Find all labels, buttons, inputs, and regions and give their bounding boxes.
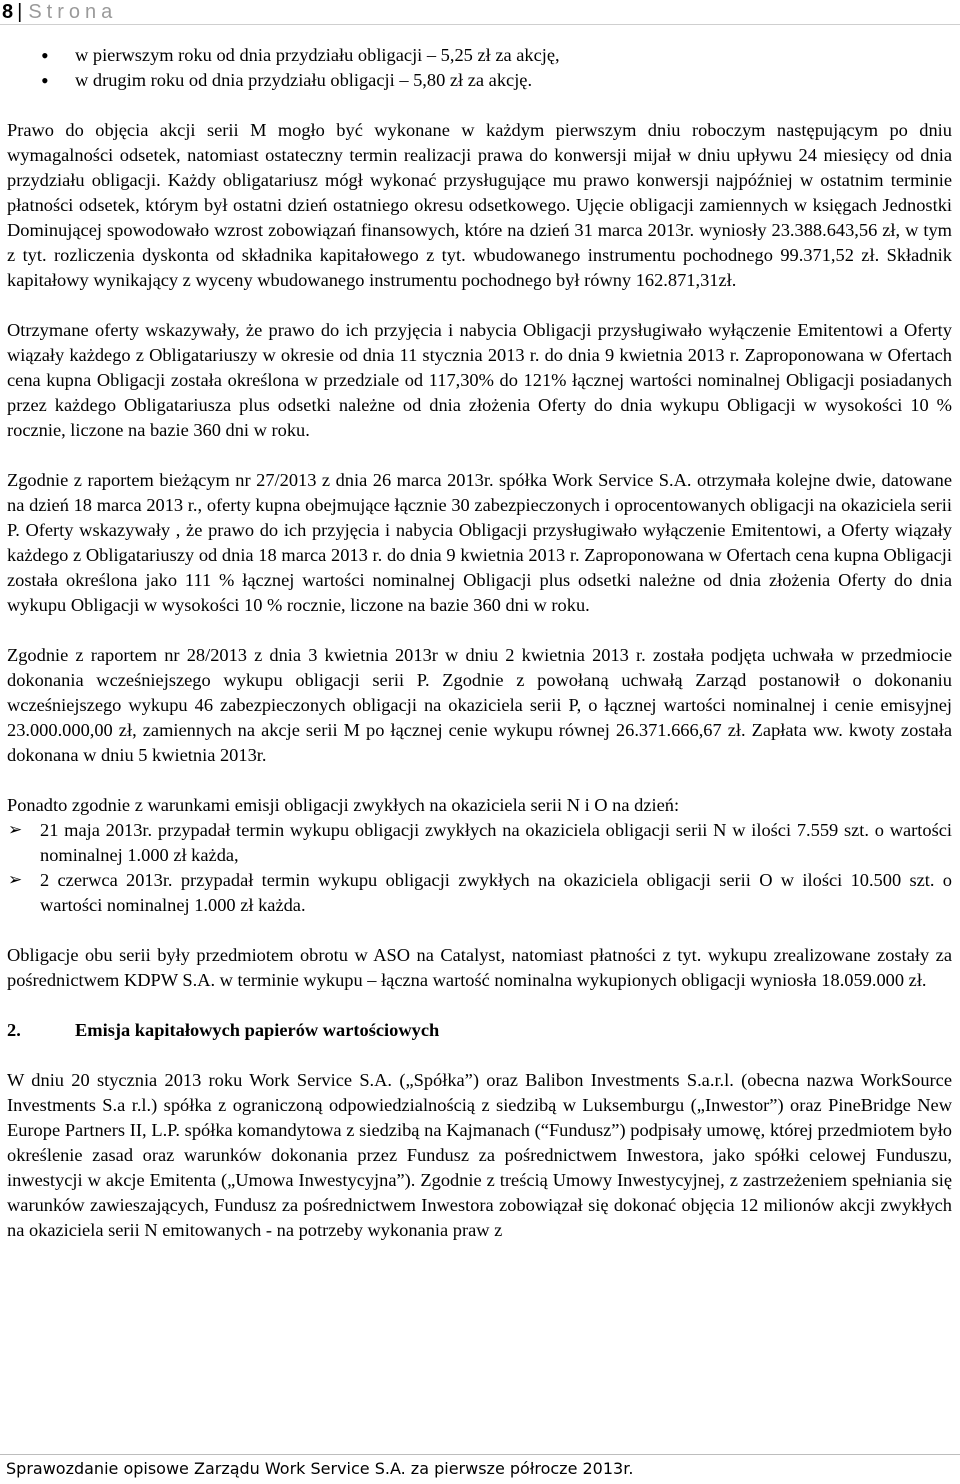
paragraph-catalyst: Obligacje obu serii były przedmiotem obrotu w ASO na Catalyst, natomiast płatności z tyt. wykupu zrealizowane zostały za pośrednictwem KDPW S.A. w terminie wykupu – łączna wartość nominalna wykupionych obligacji wyniosła 18.059.000 zł. [7,945,952,990]
header-separator: | [17,1,23,23]
redemption-item-text: 21 maja 2013r. przypadał termin wykupu obligacji zwykłych na okaziciela obligacji serii N w ilości 7.559 szt. o wartości nominalnej 1.000 zł każda, [40,820,952,865]
section-number: 2. [7,1020,21,1040]
redemption-list [7,818,952,918]
paragraph-report-27: Zgodnie z raportem bieżącym nr 27/2013 z dnia 26 marca 2013r. spółka Work Service S.A. otrzymała kolejne dwie, datowane na dzień 18 marca 2013 r., oferty kupna obejmujące łącznie 30 zabezpieczonych i oprocentowanych obligacji na okaziciela serii P. Oferty wskazywały , że prawo do ich przyjęcia i nabycia Obligacji przysługiwało wyłączenie Emitentowi, a Oferty wiązały każdego z Obligatariuszy od dnia 18 marca 2013 r. do dnia 9 kwietnia 2013 r. Zaproponowana w Ofertach cena kupna Obligacji została określona jako 111 % łącznej wartości nominalnej Obligacji plus odsetki należne od dnia złożenia Oferty do dnia wykupu Obligacji w wysokości 10 % rocznie, liczone na bazie 360 dni w roku. [7,470,952,615]
redemption-item-series-n [7,818,952,868]
page-header [0,0,960,25]
paragraph-offers: Otrzymane oferty wskazywały, że prawo do ich przyjęcia i nabycia Obligacji przysługiwało wyłączenie Emitentowi a Oferty wiązały każdego z Obligatariuszy w okresie od dnia 11 stycznia 2013 r. do dnia 9 kwietnia 2013 r. Zaproponowana w Ofertach cena kupna Obligacji została określona w przedziale od 117,30% do 121% łącznej wartości nominalnej Obligacji posiadanych przez każdego Obligatariusza plus odsetki należne od dnia złożenia Oferty do dnia wykupu Obligacji w wysokości 10 % rocznie, liczone na bazie 360 dni w roku. [7,320,952,440]
section-title: Emisja kapitałowych papierów wartościowych [75,1020,440,1040]
paragraph-report-28: Zgodnie z raportem nr 28/2013 z dnia 3 kwietnia 2013r w dniu 2 kwietnia 2013 r. została podjęta uchwała w przedmiocie dokonania wcześniejszego wykupu obligacji serii P. Zgodnie z powołaną uchwałą Zarząd postanowił o dokonaniu wcześniejszego wykupu 46 zabezpieczonych obligacji na okaziciela serii P, o łącznej wartości nominalnej i cenie emisyjnej 23.000.000,00 zł, zamiennych na akcje serii M po łącznej cenie wykupu równej 26.371.666,67 zł. Zapłata ww. kwoty została dokonana w dniu 5 kwietnia 2013r. [7,645,952,765]
redemption-item-text: 2 czerwca 2013r. przypadał termin wykupu obligacji zwykłych na okaziciela obligacji serii O w ilości 10.500 szt. o wartości nominalnej 1.000 zł każda. [40,870,952,915]
paragraph-investment-agreement: W dniu 20 stycznia 2013 roku Work Service S.A. („Spółka”) oraz Balibon Investments S.a.r.l. (obecna nazwa WorkSource Investments S.a r.l.) spółka z ograniczoną odpowiedzialnością z siedzibą w Luksemburgu („Inwestor”) oraz PineBridge New Europe Partners II, L.P. spółka komandytowa z siedzibą na Kajmanach (“Fundusz”) podpisały umowę, której przedmiotem było określenie zasad oraz warunków dokonania przez Fundusz za pośrednictwem Inwestora, jako spółki celowej Funduszu, inwestycji w akcje Emitenta („Umowa Inwestycyjna”). Zgodnie z treścią Umowy Inwestycyjnej, z zastrzeżeniem spełniania się warunków zawieszających, Fundusz za pośrednictwem Inwestora zobowiązał się dokonać objęcia 12 milionów akcji zwykłych na okaziciela serii N emitowanych - na potrzeby wykonania praw z [7,1070,952,1240]
arrow-bullet-icon: ➢ [8,820,23,840]
paragraph-series-n-o-intro: Ponadto zgodnie z warunkami emisji obligacji zwykłych na okaziciela serii N i O na dzień: [7,795,680,815]
bullet-item-1: • w pierwszym roku od dnia przydziału obligacji – 5,25 zł za akcję, [7,43,952,68]
page-footer: Sprawozdanie opisowe Zarządu Work Service S.A. za pierwsze półrocze 2013r. [0,1454,960,1484]
bullet-item-2: • w drugim roku od dnia przydziału obligacji – 5,80 zł za akcję. [7,68,952,93]
rate-bullet-list [7,43,952,93]
redemption-item-series-o [7,868,952,918]
document-body [7,43,952,1243]
page-number: 8 [2,1,14,23]
arrow-bullet-icon: ➢ [8,870,23,890]
page-word: Strona [28,1,118,23]
section-heading [7,1018,952,1043]
paragraph-conversion-rights: Prawo do objęcia akcji serii M mogło być wykonane w każdym pierwszym dniu roboczym następującym po dniu wymagalności odsetek, natomiast ostateczny termin realizacji prawa do konwersji mijał w dniu upływu 24 miesięcy od dnia przydziału obligacji. Każdy obligatariusz mógł wykonać przysługujące mu prawo konwersji najpóźniej w ostatnim terminie płatności odsetek, którym był ostatni dzień ostatniego okresu odsetkowego. Ujęcie obligacji zamiennych w księgach Jednostki Dominującej spowodowało wzrost zobowiązań finansowych, które na dzień 31 marca 2013r. wyniosły 23.388.643,56 zł, w tym z tyt. rozliczenia dyskonta od składnika kapitałowego z tyt. wbudowanego instrumentu pochodnego 99.371,52 zł. Składnik kapitałowy wynikający z wyceny wbudowanego instrumentu pochodnego był równy 162.871,31zł. [7,120,952,290]
